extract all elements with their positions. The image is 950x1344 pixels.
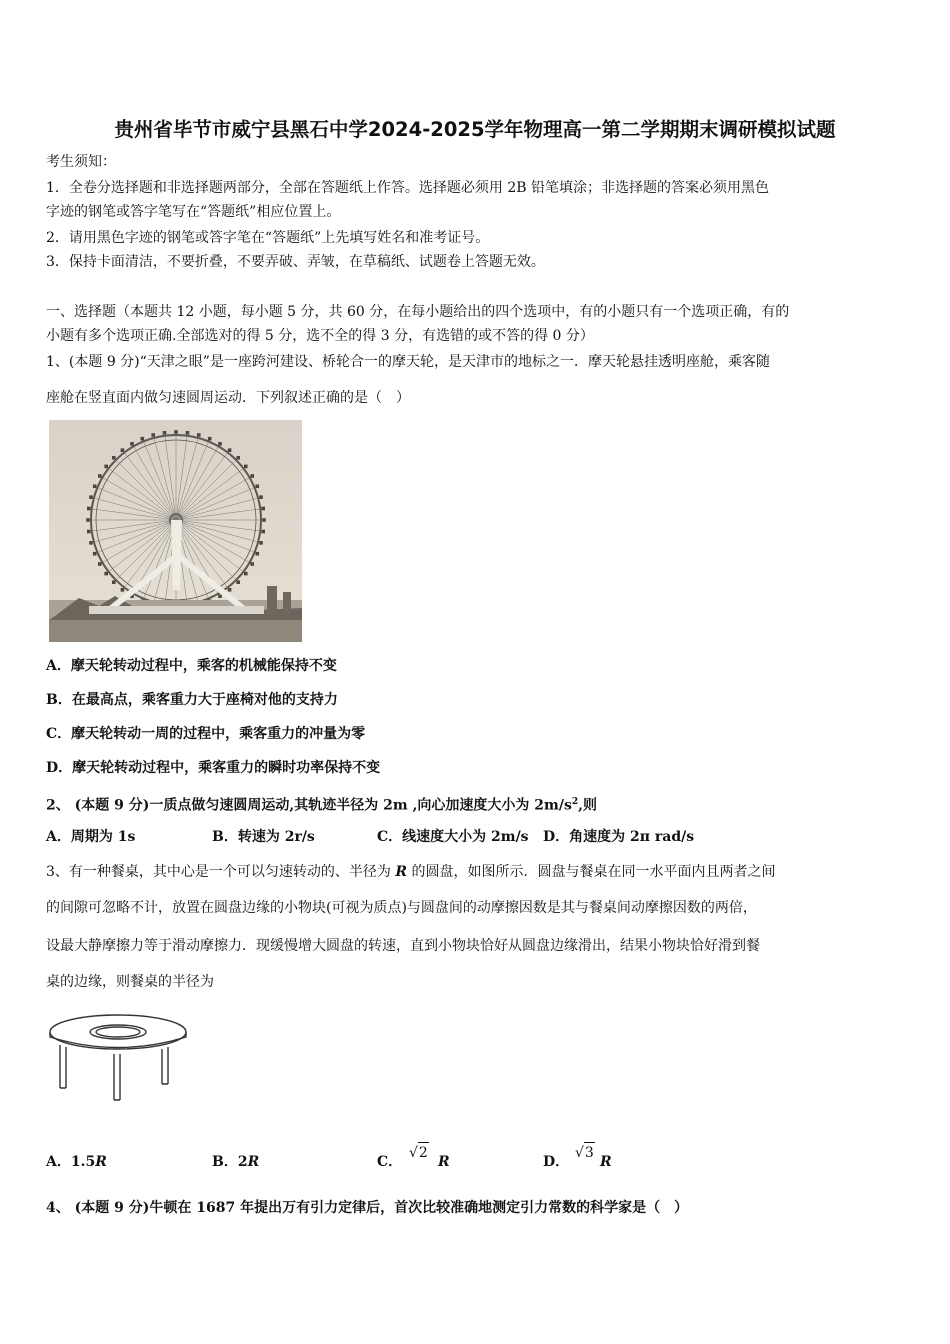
notice-item-1a: 1．全卷分选择题和非选择题两部分，全部在答题纸上作答。选择题必须用 2B 铅笔填涂；非选择题的答案必须用黑色 bbox=[46, 180, 769, 196]
wheel-cabin bbox=[98, 562, 102, 566]
round-table-figure bbox=[46, 1012, 191, 1102]
q3-option-c-label: C． bbox=[377, 1154, 403, 1170]
q3-option-c-sqrt: √2 bbox=[409, 1142, 429, 1163]
wheel-cabin bbox=[89, 495, 93, 499]
q2-stem-end: ,则 bbox=[578, 797, 597, 814]
wheel-cabin bbox=[218, 594, 222, 598]
q2-stem-text: 2、 (本题 9 分)一质点做匀速圆周运动,其轨迹半径为 2m ,向心加速度大小为 2m/s bbox=[46, 797, 572, 814]
wheel-cabin bbox=[174, 430, 178, 434]
q2-option-c: C．线速度大小为 2m/s bbox=[377, 829, 529, 845]
q3-stem-text-a: 3、有一种餐桌，其中心是一个可以匀速转动的、半径为 bbox=[46, 864, 396, 880]
wheel-cabin bbox=[186, 431, 190, 435]
q3-option-b bbox=[212, 1152, 259, 1172]
q3-option-a-value: 1.5 bbox=[70, 1154, 96, 1170]
wheel-cabin bbox=[256, 485, 260, 489]
q3-option-b-value: 2 bbox=[237, 1154, 248, 1170]
wheel-cabin bbox=[87, 530, 91, 534]
q3-stem-line-4: 桌的边缘，则餐桌的半径为 bbox=[46, 974, 214, 990]
wheel-cabin bbox=[112, 580, 116, 584]
q3-option-d-sqrt: √3 bbox=[575, 1142, 595, 1163]
q2-stem bbox=[46, 792, 908, 816]
wheel-cabin bbox=[104, 572, 108, 576]
q3-option-b-label: B． bbox=[212, 1154, 238, 1170]
wheel-cabin bbox=[259, 495, 263, 499]
q1-option-d: D．摩天轮转动过程中，乘客重力的瞬时功率保持不变 bbox=[46, 760, 381, 776]
notice-item-3: 3．保持卡面清洁，不要折叠，不要弄破、弄皱，在草稿纸、试题卷上答题无效。 bbox=[46, 254, 545, 270]
q3-option-b-var: R bbox=[247, 1154, 260, 1170]
q3-option-d-var: R bbox=[600, 1154, 612, 1170]
ferris-wheel-photo bbox=[49, 420, 302, 642]
section-heading-line-2: 小题有多个选项正确.全部选对的得 5 分，选不全的得 3 分，有选错的或不答的得 0 分） bbox=[46, 328, 594, 344]
wheel-cabin bbox=[86, 518, 90, 522]
q3-radius-var: R bbox=[395, 864, 407, 880]
q1-stem-line-1: 1、(本题 9 分)“天津之眼”是一座跨河建设、桥轮合一的摩天轮，是天津市的地标之一．摩天轮悬挂透明座舱，乘客随 bbox=[46, 354, 770, 370]
wheel-cabin bbox=[98, 474, 102, 478]
wheel-cabin bbox=[121, 588, 125, 592]
wheel-cabin bbox=[151, 433, 155, 437]
notice-item-1b: 字迹的钢笔或答字笔写在“答题纸”相应位置上。 bbox=[46, 204, 341, 220]
wheel-cabin bbox=[236, 456, 240, 460]
q3-option-d-radicand: 3 bbox=[584, 1142, 595, 1163]
wheel-cabin bbox=[262, 518, 266, 522]
wheel-cabin bbox=[121, 448, 125, 452]
wheel-cabin bbox=[197, 433, 201, 437]
q3-stem-line-1 bbox=[46, 862, 908, 882]
q3-option-c-radicand: 2 bbox=[418, 1142, 429, 1163]
wheel-cabin bbox=[228, 588, 232, 592]
wheel-cabin bbox=[141, 437, 145, 441]
q3-option-a-label: A． bbox=[46, 1154, 71, 1170]
wheel-cabin bbox=[259, 541, 263, 545]
section-heading-line-1: 一、选择题（本题共 12 小题，每小题 5 分，共 60 分，在每小题给出的四个选项中，有的小题只有一个选项正确，有的 bbox=[46, 304, 790, 320]
wheel-cabin bbox=[93, 485, 97, 489]
q2-option-a: A．周期为 1s bbox=[46, 829, 136, 845]
wheel-cabin bbox=[89, 541, 93, 545]
wheel-cabin bbox=[112, 456, 116, 460]
wheel-cabin bbox=[93, 552, 97, 556]
wheel-cabin bbox=[130, 442, 134, 446]
q3-option-d-label: D． bbox=[543, 1154, 570, 1170]
wheel-cabin bbox=[250, 562, 254, 566]
wheel-cabin bbox=[104, 465, 108, 469]
notice-item-2: 2．请用黑色字迹的钢笔或答字笔在“答题纸”上先填写姓名和准考证号。 bbox=[46, 230, 490, 246]
wheel-cabin bbox=[244, 572, 248, 576]
q3-option-a bbox=[46, 1152, 107, 1172]
q2-option-b: B．转速为 2r/s bbox=[212, 829, 315, 845]
q1-option-a: A．摩天轮转动过程中，乘客的机械能保持不变 bbox=[46, 658, 337, 674]
q2-stem-superscript: 2 bbox=[571, 797, 579, 807]
q1-option-b: B．在最高点，乘客重力大于座椅对他的支持力 bbox=[46, 692, 338, 708]
wheel-cabin bbox=[87, 507, 91, 511]
page-title: 贵州省毕节市威宁县黑石中学2024-2025学年物理高一第二学期期末调研模拟试题 bbox=[114, 118, 836, 141]
q1-option-c: C．摩天轮转动一周的过程中，乘客重力的冲量为零 bbox=[46, 726, 366, 742]
q3-stem-text-b: 的圆盘，如图所示．圆盘与餐桌在同一水平面内且两者之间 bbox=[407, 864, 776, 880]
q1-stem-line-2: 座舱在竖直面内做匀速圆周运动．下列叙述正确的是（ ） bbox=[46, 390, 410, 406]
wheel-cabin bbox=[261, 507, 265, 511]
q3-option-a-var: R bbox=[95, 1154, 107, 1170]
q2-option-d: D．角速度为 2π rad/s bbox=[543, 829, 695, 845]
wheel-cabin bbox=[208, 437, 212, 441]
wheel-cabin bbox=[261, 530, 265, 534]
q3-stem-line-3: 设最大静摩擦力等于滑动摩擦力．现缓慢增大圆盘的转速，直到小物块恰好从圆盘边缘滑出，结果小物块恰好滑到餐 bbox=[46, 938, 760, 954]
notice-heading: 考生须知： bbox=[46, 154, 116, 170]
wheel-cabin bbox=[236, 580, 240, 584]
q4-stem-line-1: 4、 (本题 9 分)牛顿在 1687 年提出万有引力定律后，首次比较准确地测定引力常数的科学家是（ ） bbox=[46, 1200, 689, 1216]
q3-option-c-var: R bbox=[438, 1154, 450, 1170]
wheel-cabin bbox=[256, 552, 260, 556]
wheel-cabin bbox=[244, 465, 248, 469]
wheel-cabin bbox=[228, 448, 232, 452]
wheel-cabin bbox=[218, 442, 222, 446]
q3-stem-line-2: 的间隙可忽略不计，放置在圆盘边缘的小物块(可视为质点)与圆盘间的动摩擦因数是其与餐桌间动摩擦因数的两倍， bbox=[46, 900, 757, 916]
wheel-cabin bbox=[163, 431, 167, 435]
wheel-cabin bbox=[250, 474, 254, 478]
